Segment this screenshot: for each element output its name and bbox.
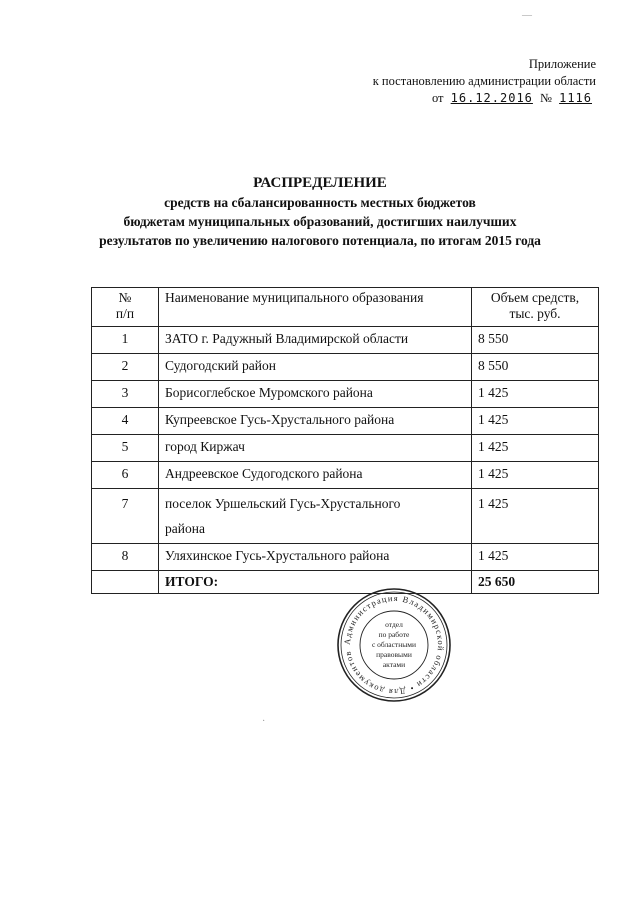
- row-name: Купреевское Гусь-Хрустального района: [159, 408, 472, 435]
- row-num: 5: [92, 435, 159, 462]
- table-row: [92, 544, 599, 571]
- row-num: 1: [92, 327, 159, 354]
- header-num-line2: п/п: [115, 306, 135, 321]
- header-value: [472, 288, 599, 327]
- row-name-line1: поселок Уршельский Гусь-Хрустального: [165, 496, 401, 511]
- row-value: 8 550: [472, 327, 599, 354]
- row-name: Андреевское Судогодского района: [159, 462, 472, 489]
- appendix-line2: к постановлению администрации области: [372, 74, 596, 88]
- stamp-center-line5: актами: [382, 660, 406, 669]
- total-label: ИТОГО:: [159, 571, 472, 594]
- stamp-center-line3: с областными: [371, 640, 417, 649]
- appendix-block: [373, 56, 596, 107]
- row-name: город Киржач: [159, 435, 472, 462]
- stamp-center-line2: по работе: [378, 630, 410, 639]
- table-row: [92, 408, 599, 435]
- row-name-line2: района: [165, 521, 205, 536]
- row-value: 1 425: [472, 435, 599, 462]
- row-name: Борисоглебское Муромского района: [159, 381, 472, 408]
- row-num: 7: [92, 489, 159, 544]
- from-label: от: [431, 91, 444, 105]
- row-num: 6: [92, 462, 159, 489]
- title-heading: РАСПРЕДЕЛЕНИЕ: [253, 175, 387, 191]
- table-row: [92, 462, 599, 489]
- stamp-ring-text: Администрация Владимирской области • Для документов: [341, 592, 447, 698]
- row-num: 2: [92, 354, 159, 381]
- row-name: Уляхинское Гусь-Хрустального района: [159, 544, 472, 571]
- header-value-line1: Объем средств,: [490, 290, 580, 305]
- header-num-line1: №: [118, 290, 132, 305]
- scan-mark: —: [522, 10, 532, 21]
- header-name: Наименование муниципального образования: [159, 288, 472, 327]
- row-value: 1 425: [472, 544, 599, 571]
- total-value: 25 650: [472, 571, 599, 594]
- decree-date: 16.12.2016: [450, 91, 533, 105]
- number-label: №: [540, 91, 552, 105]
- table-row: [92, 381, 599, 408]
- table-row: [92, 489, 599, 544]
- table-row: [92, 435, 599, 462]
- total-empty-cell: [92, 571, 159, 594]
- table-row: [92, 354, 599, 381]
- document-title: [0, 174, 640, 250]
- stamp-center-line1: отдел: [385, 620, 403, 629]
- row-value: 8 550: [472, 354, 599, 381]
- row-value: 1 425: [472, 462, 599, 489]
- title-line3: результатов по увеличению налогового потенциала, по итогам 2015 года: [99, 233, 541, 248]
- appendix-line1: Приложение: [528, 57, 596, 71]
- header-value-line2: тыс. руб.: [509, 306, 561, 321]
- distribution-table: [91, 287, 599, 594]
- appendix-date-line: [373, 90, 596, 107]
- stamp-center-line4: правовыми: [376, 650, 412, 659]
- row-value: 1 425: [472, 489, 599, 544]
- title-line1: средств на сбалансированность местных бюджетов: [164, 195, 476, 210]
- table-header-row: [92, 288, 599, 327]
- official-stamp: [336, 587, 452, 703]
- row-value: 1 425: [472, 381, 599, 408]
- decree-number: 1116: [559, 91, 592, 105]
- row-num: 3: [92, 381, 159, 408]
- header-num: [92, 288, 159, 327]
- row-num: 4: [92, 408, 159, 435]
- row-num: 8: [92, 544, 159, 571]
- row-value: 1 425: [472, 408, 599, 435]
- title-line2: бюджетам муниципальных образований, достигших наилучших: [123, 214, 517, 229]
- row-name: Судогодский район: [159, 354, 472, 381]
- scan-mark: ·: [262, 716, 266, 727]
- row-name: ЗАТО г. Радужный Владимирской области: [159, 327, 472, 354]
- table-row: [92, 327, 599, 354]
- row-name: [159, 489, 472, 544]
